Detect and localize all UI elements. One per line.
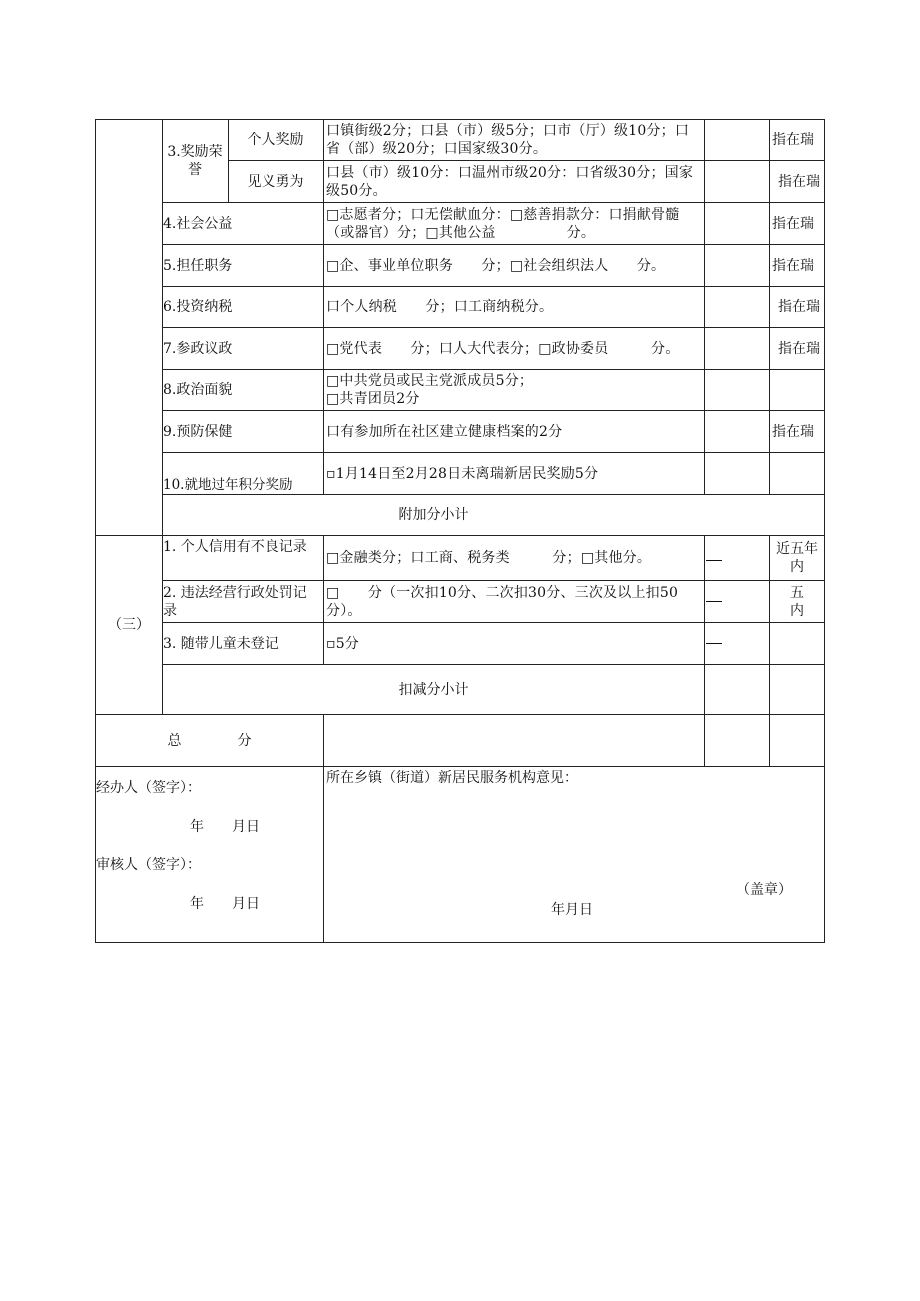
note-post: 指在瑞 — [772, 257, 814, 274]
personal-award-text: 口镇街级2分；口县（市）级5分；口市（厅）级10分；口省（部）级20分；口国家级30分。 — [326, 123, 690, 157]
post-text: □企、事业单位职务 分；□社会组织法人 分。 — [326, 257, 666, 274]
credit-label: 1. 个人信用有不良记录 — [163, 539, 307, 555]
handler-signature-label: 经办人（签字）： — [96, 780, 201, 796]
politics-label: 7.参政议政 — [163, 340, 233, 357]
party-label: 8.政治面貌 — [163, 382, 233, 398]
reviewer-signature-label: 审核人（签字）： — [96, 857, 201, 873]
total-label: 总 分 — [167, 732, 252, 749]
illegal-note: 五内 — [790, 584, 804, 619]
tax-text: 口个人纳税 分；口工商纳税分。 — [326, 299, 554, 315]
party-text-1: □中共党员或民主党派成员5分； — [326, 373, 534, 389]
award-group-label: 3.奖励荣誉 — [167, 144, 223, 178]
personal-award-label: 个人奖励 — [247, 132, 304, 148]
health-label: 9.预防保健 — [163, 423, 233, 440]
newyear-label: 10.就地过年积分奖励 — [163, 477, 293, 493]
illegal-label: 2. 违法经营行政处罚记录 — [163, 584, 307, 619]
note-health: 指在瑞 — [772, 423, 814, 440]
note-tax: 指在瑞 — [778, 299, 820, 315]
note-welfare: 指在瑞 — [772, 215, 814, 232]
seal-label: （盖章） — [736, 882, 792, 898]
welfare-text: □志愿者分；口无偿献血分：□慈善捐款分：口捐献骨髓（或器官）分；□其他公益 分。 — [326, 206, 680, 241]
child-label: 3. 随带儿童未登记 — [163, 635, 279, 652]
tax-label: 6.投资纳税 — [163, 299, 233, 315]
post-label: 5.担任职务 — [163, 257, 233, 274]
illegal-text: □ 分（一次扣10分、二次扣30分、三次及以上扣50分）。 — [326, 584, 679, 619]
politics-text: □党代表 分；口人大代表分；□政协委员 分。 — [326, 340, 680, 357]
child-dash — [706, 643, 722, 644]
service-opinion-label: 所在乡镇（街道）新居民服务机构意见： — [326, 770, 578, 786]
newyear-text: ▫1月14日至2月28日未离瑞新居民奖励5分 — [326, 465, 599, 482]
section-three-label: （三） — [108, 617, 150, 633]
brave-label: 见义勇为 — [247, 174, 304, 190]
welfare-label: 4.社会公益 — [163, 215, 233, 232]
deduct-subtotal-label: 扣减分小计 — [398, 681, 469, 698]
party-text-2: □共青团员2分 — [326, 391, 420, 407]
credit-text: □金融类分；口工商、税务类 分；□其他分。 — [326, 550, 652, 566]
illegal-dash — [706, 601, 722, 602]
note-brave: 指在瑞 — [778, 174, 820, 190]
health-text: 口有参加所在社区建立健康档案的2分 — [326, 423, 563, 440]
reviewer-date: 年 月日 — [190, 896, 260, 912]
brave-text: 口县（市）级10分：口温州市级20分：口省级30分；国家级50分。 — [326, 165, 694, 199]
child-text: ▫5分 — [326, 635, 359, 652]
handler-date: 年 月日 — [190, 819, 260, 835]
note-personal-award: 指在瑞 — [772, 132, 814, 148]
bonus-subtotal-label: 附加分小计 — [398, 507, 469, 523]
note-politics: 指在瑞 — [778, 340, 820, 357]
credit-note: 近五年内 — [776, 541, 818, 575]
opinion-date: 年月日 — [551, 902, 593, 918]
credit-dash — [706, 560, 722, 561]
